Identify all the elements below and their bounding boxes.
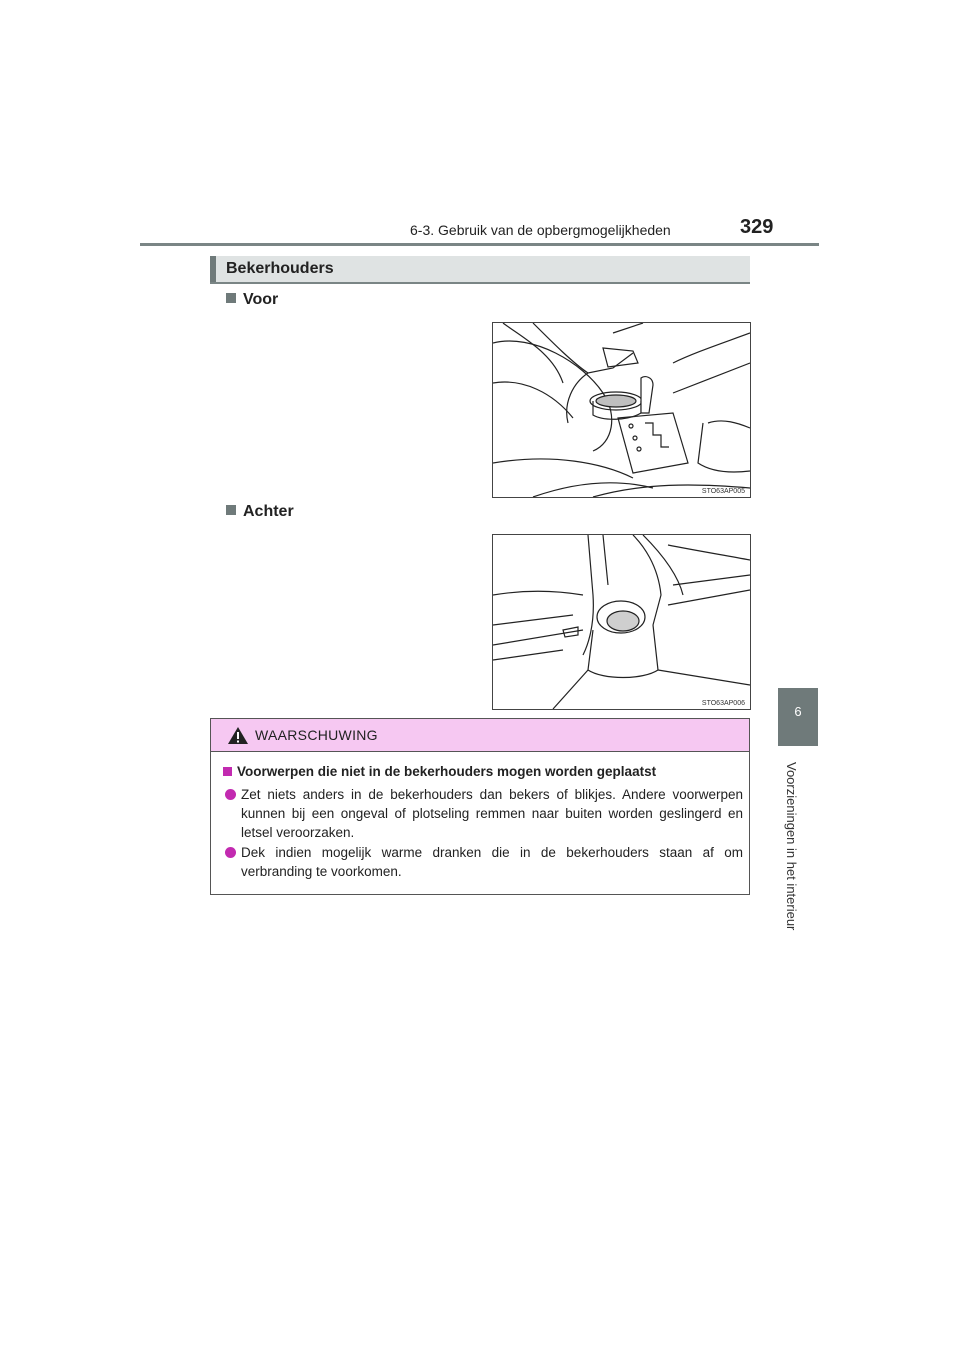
figure-front-cupholder xyxy=(492,322,751,498)
square-bullet-icon xyxy=(226,293,236,303)
section-title: Bekerhouders xyxy=(226,260,334,277)
page-number: 329 xyxy=(740,216,774,238)
chapter-side-label xyxy=(784,762,809,962)
round-bullet-icon xyxy=(225,789,236,800)
figure-rear-cupholder xyxy=(492,534,751,710)
subheading-front-label: Voor xyxy=(243,291,279,308)
warning-title xyxy=(223,764,656,779)
warning-label: WAARSCHUWING xyxy=(255,727,378,743)
front-console-illustration xyxy=(493,323,750,497)
chapter-side-label-text: Voorzieningen in het interieur xyxy=(784,762,799,931)
subheading-rear-label: Achter xyxy=(243,503,294,520)
chapter-tab xyxy=(778,688,818,746)
figure-rear-code: STO63AP006 xyxy=(701,700,745,707)
figure-front-code: STO63AP005 xyxy=(701,488,745,495)
warning-box xyxy=(210,718,750,895)
subheading-rear xyxy=(226,503,294,521)
warning-bullet-text: Zet niets anders in de bekerhouders dan bekers of blikjes. Andere voorwerpen kunnen bij een ongeval of plotseling remmen naar buiten worden geslingerd en letsel veroorzaken. xyxy=(241,787,743,840)
warning-bullet xyxy=(223,843,743,881)
warning-bullet-text: Dek indien mogelijk warme dranken die in de bekerhouders staan af om verbranding te voorkomen. xyxy=(241,845,743,879)
warning-title-text: Voorwerpen die niet in de bekerhouders mogen worden geplaatst xyxy=(237,764,657,779)
section-accent xyxy=(210,256,216,282)
chapter-tab-number: 6 xyxy=(794,704,802,719)
header-rule xyxy=(140,243,819,246)
warning-header xyxy=(211,719,749,752)
chapter-header: 6-3. Gebruik van de opbergmogelijkheden xyxy=(410,222,671,238)
warning-bullet xyxy=(223,785,743,842)
rear-console-illustration xyxy=(493,535,750,709)
square-bullet-icon xyxy=(223,767,232,776)
subheading-front xyxy=(226,291,278,309)
warning-triangle-icon xyxy=(227,726,249,745)
round-bullet-icon xyxy=(225,847,236,858)
section-heading xyxy=(210,256,750,284)
square-bullet-icon xyxy=(226,505,236,515)
